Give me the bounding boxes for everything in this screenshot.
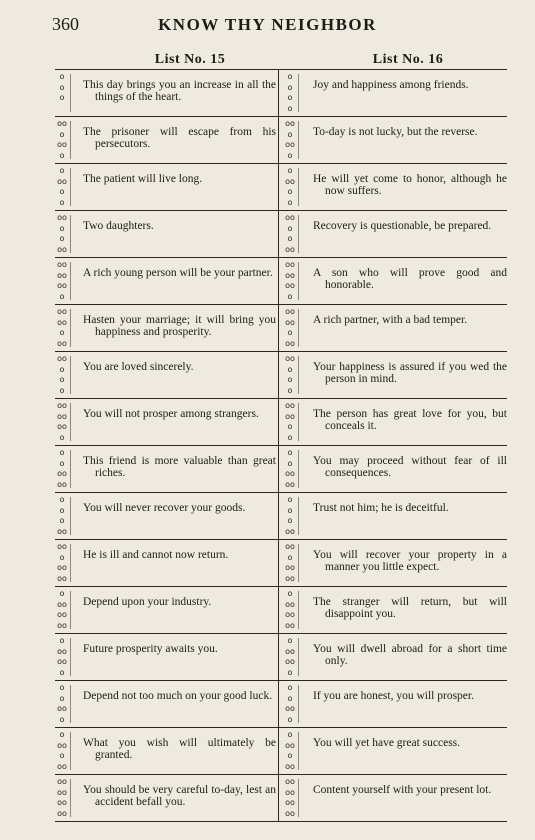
table-row xyxy=(55,211,507,258)
dot-pattern xyxy=(55,589,69,631)
dot-mark: o xyxy=(59,187,65,196)
fortune-text: To-day is not lucky, but the reverse. xyxy=(313,126,478,138)
dot-mark: o xyxy=(287,422,293,431)
dot-mark: oo xyxy=(57,469,67,478)
dot-mark: o xyxy=(59,82,65,92)
dot-mark: oo xyxy=(57,646,67,656)
dot-mark: o xyxy=(59,223,65,233)
fortune-text: You will recover your property in a manner you little expect. xyxy=(313,549,507,573)
dot-pattern xyxy=(55,448,69,490)
dot-mark: oo xyxy=(57,599,67,609)
mark-bar xyxy=(70,262,71,300)
mark-bar xyxy=(298,356,299,394)
table-row xyxy=(55,258,507,305)
table-row xyxy=(55,352,507,399)
list-16-entry xyxy=(283,728,507,774)
dot-mark: oo xyxy=(285,411,295,421)
dot-pattern xyxy=(283,495,297,537)
dot-mark: o xyxy=(287,751,293,760)
dot-mark: o xyxy=(59,72,65,81)
dot-mark: o xyxy=(59,589,65,598)
dot-pattern xyxy=(283,589,297,631)
mark-bar xyxy=(298,497,299,535)
dot-mark: oo xyxy=(285,140,295,149)
mark-bar xyxy=(298,591,299,629)
dot-mark: o xyxy=(59,495,65,504)
dot-mark: o xyxy=(287,667,293,677)
dot-mark: o xyxy=(59,683,65,692)
fortune-text: A rich young person will be your partner. xyxy=(83,267,273,279)
fortune-text: The stranger will return, but will disappoint you. xyxy=(313,596,507,620)
list-15-entry xyxy=(55,352,278,398)
list-16-entry xyxy=(283,352,507,398)
dot-mark: oo xyxy=(285,798,295,807)
mark-bar xyxy=(70,544,71,582)
list-15-entry xyxy=(55,634,278,680)
dot-mark: oo xyxy=(57,740,67,750)
list-16-entry xyxy=(283,164,507,210)
dot-mark: o xyxy=(59,150,65,160)
mark-bar xyxy=(70,779,71,817)
dot-mark: oo xyxy=(285,542,295,551)
list-16-entry xyxy=(283,493,507,539)
dot-mark: oo xyxy=(285,599,295,609)
list-16-entry xyxy=(283,70,507,116)
fortune-text: The patient will live long. xyxy=(83,173,203,185)
dot-mark: oo xyxy=(57,479,67,489)
dot-mark: oo xyxy=(57,213,67,222)
fortune-text: This friend is more valuable than great riches. xyxy=(83,455,276,479)
dot-mark: oo xyxy=(285,620,295,630)
list-16-entry xyxy=(283,446,507,492)
dot-mark: o xyxy=(287,187,293,196)
dot-pattern xyxy=(283,354,297,396)
dot-mark: o xyxy=(59,291,65,301)
dot-mark: oo xyxy=(57,657,67,666)
fortune-text: Two daughters. xyxy=(83,220,154,232)
dot-mark: o xyxy=(59,375,65,384)
table-row xyxy=(55,634,507,681)
dot-mark: oo xyxy=(285,610,295,619)
dot-mark: oo xyxy=(285,740,295,750)
dot-pattern xyxy=(55,260,69,302)
dot-mark: oo xyxy=(285,563,295,572)
dot-mark: o xyxy=(287,683,293,692)
list-16-entry xyxy=(283,399,507,445)
list-15-entry xyxy=(55,399,278,445)
table-row xyxy=(55,775,507,822)
dot-pattern xyxy=(283,636,297,678)
dot-mark: oo xyxy=(57,260,67,269)
dot-mark: oo xyxy=(285,761,295,771)
fortune-text: You will yet have great success. xyxy=(313,737,461,749)
dot-mark: oo xyxy=(285,281,295,290)
list-15-entry xyxy=(55,211,278,257)
dot-mark: oo xyxy=(285,777,295,786)
dot-pattern xyxy=(55,495,69,537)
dot-pattern xyxy=(283,213,297,255)
fortune-text: He is ill and cannot now return. xyxy=(83,549,229,561)
dot-mark: o xyxy=(287,129,293,139)
dot-mark: o xyxy=(59,714,65,724)
dot-pattern xyxy=(55,166,69,208)
dot-mark: oo xyxy=(285,270,295,280)
mark-bar xyxy=(70,309,71,347)
dot-pattern xyxy=(283,72,297,114)
page-header xyxy=(0,10,535,40)
dot-mark: o xyxy=(287,693,293,703)
dot-mark: o xyxy=(287,364,293,374)
dot-mark: o xyxy=(287,166,293,175)
list-15-entry xyxy=(55,775,278,821)
list-headers xyxy=(55,52,507,70)
dot-mark: o xyxy=(287,328,293,337)
dot-pattern xyxy=(55,683,69,725)
dot-mark: oo xyxy=(285,338,295,348)
dot-pattern xyxy=(283,307,297,349)
table-row xyxy=(55,117,507,164)
dot-mark: oo xyxy=(285,479,295,489)
list-16-entry xyxy=(283,540,507,586)
dot-mark: oo xyxy=(57,526,67,536)
dot-mark: o xyxy=(287,385,293,395)
fortune-text: What you wish will ultimately be granted. xyxy=(83,737,276,761)
fortune-text: You may proceed without fear of ill consequences. xyxy=(313,455,507,479)
dot-mark: oo xyxy=(57,281,67,290)
fortune-text: You will never recover your goods. xyxy=(83,502,246,514)
list-16-entry xyxy=(283,587,507,633)
list-16-entry xyxy=(283,211,507,257)
dot-mark: oo xyxy=(57,244,67,254)
dot-mark: oo xyxy=(57,140,67,149)
dot-mark: o xyxy=(59,636,65,645)
mark-bar xyxy=(298,168,299,206)
dot-mark: o xyxy=(287,103,293,113)
dot-mark: oo xyxy=(57,620,67,630)
dot-mark: o xyxy=(287,291,293,301)
list-16-entry xyxy=(283,117,507,163)
dot-pattern xyxy=(55,777,69,819)
table-row xyxy=(55,305,507,352)
dot-mark: oo xyxy=(57,119,67,128)
dot-mark: oo xyxy=(57,704,67,713)
mark-bar xyxy=(70,638,71,676)
dot-mark: oo xyxy=(285,354,295,363)
dot-mark: o xyxy=(59,693,65,703)
list-15-entry xyxy=(55,164,278,210)
dot-mark: oo xyxy=(285,808,295,818)
dot-mark: o xyxy=(59,516,65,525)
dot-mark: oo xyxy=(285,244,295,254)
dot-mark: o xyxy=(59,166,65,175)
dot-mark: o xyxy=(287,93,293,102)
dot-mark: oo xyxy=(285,704,295,713)
dot-mark: o xyxy=(59,458,65,468)
dot-mark: oo xyxy=(285,526,295,536)
dot-mark: o xyxy=(287,82,293,92)
dot-mark: o xyxy=(59,364,65,374)
dot-mark: oo xyxy=(57,338,67,348)
dot-mark: oo xyxy=(285,213,295,222)
mark-bar xyxy=(298,309,299,347)
dot-pattern xyxy=(55,213,69,255)
dot-pattern xyxy=(55,401,69,443)
dot-mark: oo xyxy=(57,270,67,280)
fortune-text: You will not prosper among strangers. xyxy=(83,408,259,420)
fortune-text: Joy and happiness among friends. xyxy=(313,79,469,91)
fortune-text: Your happiness is assured if you wed the person in mind. xyxy=(313,361,507,385)
dot-mark: o xyxy=(287,516,293,525)
dot-mark: o xyxy=(59,448,65,457)
list-16-entry xyxy=(283,258,507,304)
dot-mark: o xyxy=(59,751,65,760)
dot-mark: oo xyxy=(285,573,295,583)
dot-mark: oo xyxy=(57,307,67,316)
mark-bar xyxy=(298,779,299,817)
dot-mark: o xyxy=(287,150,293,160)
dot-mark: o xyxy=(59,730,65,739)
dot-pattern xyxy=(283,401,297,443)
dot-mark: oo xyxy=(285,176,295,186)
dot-pattern xyxy=(55,542,69,584)
dot-mark: o xyxy=(287,72,293,81)
mark-bar xyxy=(70,403,71,441)
dot-pattern xyxy=(55,72,69,104)
dot-mark: oo xyxy=(285,646,295,656)
mark-bar xyxy=(70,685,71,723)
table-row xyxy=(55,446,507,493)
fortune-text: Depend not too much on your good luck. xyxy=(83,690,273,702)
list-15-entry xyxy=(55,681,278,727)
fortune-text: A son who will prove good and honorable. xyxy=(313,267,507,291)
dot-mark: o xyxy=(287,495,293,504)
fortune-text: This day brings you an increase in all the things of the heart. xyxy=(83,79,276,103)
list-15-entry xyxy=(55,728,278,774)
list-15-entry xyxy=(55,540,278,586)
fortune-text: The person has great love for you, but conceals it. xyxy=(313,408,507,432)
list-16-entry xyxy=(283,305,507,351)
dot-mark: oo xyxy=(57,777,67,786)
dot-mark: oo xyxy=(57,317,67,327)
fortune-text: If you are honest, you will prosper. xyxy=(313,690,474,702)
mark-bar xyxy=(70,356,71,394)
dot-mark: o xyxy=(59,93,65,102)
dot-pattern xyxy=(283,777,297,819)
mark-bar xyxy=(298,74,299,112)
dot-mark: oo xyxy=(57,176,67,186)
dot-mark: oo xyxy=(285,119,295,128)
mark-bar xyxy=(70,74,71,112)
mark-bar xyxy=(70,121,71,159)
table-row xyxy=(55,70,507,117)
list-16-entry xyxy=(283,681,507,727)
dot-mark: o xyxy=(59,432,65,442)
mark-bar xyxy=(298,685,299,723)
dot-mark: oo xyxy=(57,610,67,619)
mark-bar xyxy=(298,403,299,441)
fortune-text: A rich partner, with a bad temper. xyxy=(313,314,468,326)
dot-mark: oo xyxy=(57,354,67,363)
dot-mark: o xyxy=(59,505,65,515)
mark-bar xyxy=(298,544,299,582)
fortune-text: Trust not him; he is deceitful. xyxy=(313,502,449,514)
fortune-text: Future prosperity awaits you. xyxy=(83,643,218,655)
dot-mark: oo xyxy=(57,422,67,431)
dot-pattern xyxy=(55,354,69,396)
fortune-text: Content yourself with your present lot. xyxy=(313,784,492,796)
dot-pattern xyxy=(55,307,69,349)
dot-mark: o xyxy=(287,730,293,739)
dot-pattern xyxy=(55,119,69,161)
list-15-entry xyxy=(55,587,278,633)
dot-mark: o xyxy=(287,432,293,442)
mark-bar xyxy=(70,497,71,535)
dot-mark: oo xyxy=(57,411,67,421)
mark-bar xyxy=(70,450,71,488)
fortune-text: He will yet come to honor, although he now suffers. xyxy=(313,173,507,197)
dot-mark: oo xyxy=(285,469,295,478)
list-15-entry xyxy=(55,258,278,304)
fortune-table xyxy=(55,70,507,822)
dot-mark: o xyxy=(287,552,293,562)
mark-bar xyxy=(298,262,299,300)
list-15-entry xyxy=(55,117,278,163)
fortune-text: Recovery is questionable, be prepared. xyxy=(313,220,492,232)
dot-mark: oo xyxy=(57,563,67,572)
list-15-entry xyxy=(55,446,278,492)
mark-bar xyxy=(298,732,299,770)
mark-bar xyxy=(70,591,71,629)
dot-mark: o xyxy=(59,385,65,395)
dot-mark: o xyxy=(287,234,293,243)
table-row xyxy=(55,493,507,540)
fortune-text: You are loved sincerely. xyxy=(83,361,194,373)
dot-mark: oo xyxy=(285,307,295,316)
dot-mark: o xyxy=(287,458,293,468)
dot-mark: oo xyxy=(57,573,67,583)
dot-mark: o xyxy=(287,589,293,598)
dot-mark: oo xyxy=(285,317,295,327)
dot-pattern xyxy=(283,166,297,208)
dot-pattern xyxy=(283,683,297,725)
table-row xyxy=(55,399,507,446)
dot-pattern xyxy=(55,636,69,678)
dot-mark: o xyxy=(287,714,293,724)
dot-mark: o xyxy=(59,234,65,243)
dot-mark: oo xyxy=(285,787,295,797)
dot-pattern xyxy=(283,542,297,584)
dot-pattern xyxy=(283,448,297,490)
dot-pattern xyxy=(283,260,297,302)
mark-bar xyxy=(298,638,299,676)
list-15-entry xyxy=(55,305,278,351)
dot-mark: o xyxy=(59,129,65,139)
dot-pattern xyxy=(55,730,69,772)
dot-mark: oo xyxy=(57,798,67,807)
dot-mark: oo xyxy=(285,260,295,269)
list-15-title: List No. 15 xyxy=(154,52,226,67)
dot-mark: o xyxy=(59,552,65,562)
dot-mark: o xyxy=(287,197,293,207)
list-16-title: List No. 16 xyxy=(372,52,444,67)
dot-mark: o xyxy=(59,197,65,207)
book-title: KNOW THY NEIGHBOR xyxy=(158,15,377,34)
mark-bar xyxy=(70,168,71,206)
page-number: 360 xyxy=(52,14,79,34)
list-15-entry xyxy=(55,70,278,116)
dot-mark: oo xyxy=(285,401,295,410)
fortune-text: Depend upon your industry. xyxy=(83,596,212,608)
table-row xyxy=(55,587,507,634)
dot-mark: oo xyxy=(57,542,67,551)
table-row xyxy=(55,681,507,728)
table-row xyxy=(55,728,507,775)
dot-mark: o xyxy=(287,505,293,515)
list-15-entry xyxy=(55,493,278,539)
table-row xyxy=(55,540,507,587)
table-row xyxy=(55,164,507,211)
dot-mark: o xyxy=(287,636,293,645)
fortune-text: The prisoner will escape from his persecutors. xyxy=(83,126,276,150)
mark-bar xyxy=(298,121,299,159)
dot-mark: oo xyxy=(57,787,67,797)
dot-mark: oo xyxy=(57,761,67,771)
dot-mark: o xyxy=(59,328,65,337)
list-16-entry xyxy=(283,634,507,680)
mark-bar xyxy=(70,215,71,253)
fortune-text: Hasten your marriage; it will bring you happiness and prosperity. xyxy=(83,314,276,338)
dot-mark: o xyxy=(287,223,293,233)
dot-mark: oo xyxy=(57,401,67,410)
dot-pattern xyxy=(283,119,297,161)
dot-mark: o xyxy=(287,375,293,384)
dot-mark: o xyxy=(59,667,65,677)
mark-bar xyxy=(298,215,299,253)
dot-mark: o xyxy=(287,448,293,457)
dot-mark: oo xyxy=(57,808,67,818)
list-16-entry xyxy=(283,775,507,821)
mark-bar xyxy=(70,732,71,770)
dot-mark: oo xyxy=(285,657,295,666)
mark-bar xyxy=(298,450,299,488)
fortune-text: You should be very careful to-day, lest an accident befall you. xyxy=(83,784,276,808)
fortune-text: You will dwell abroad for a short time only. xyxy=(313,643,507,667)
dot-pattern xyxy=(283,730,297,772)
